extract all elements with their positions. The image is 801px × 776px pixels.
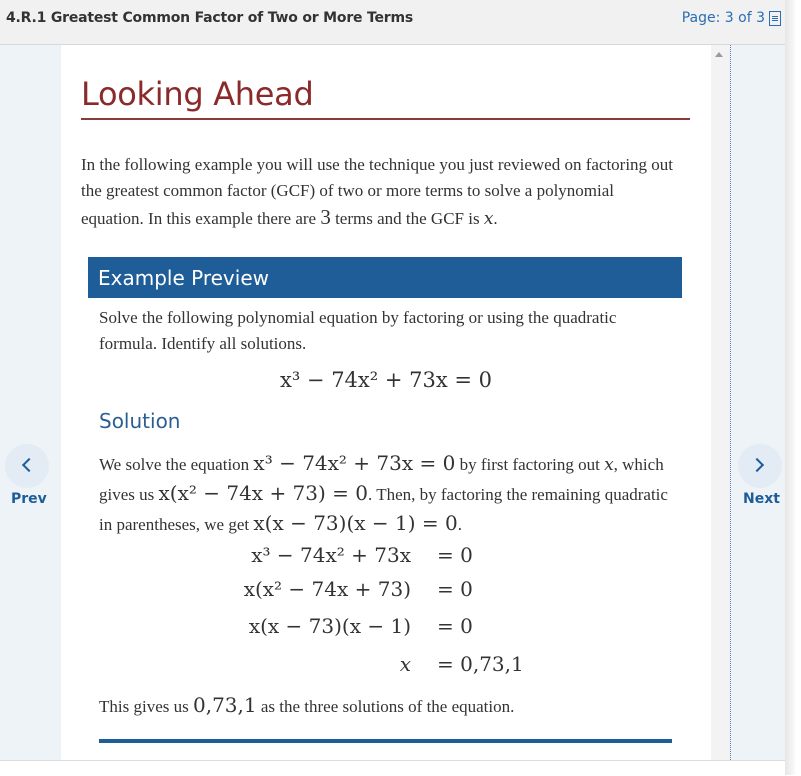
step-4-rhs: = 0,73,1	[437, 652, 524, 676]
sol-text-2: by first factoring out	[455, 455, 605, 474]
course-title: 4.R.1 Greatest Common Factor of Two or More Terms	[6, 10, 414, 26]
next-button[interactable]	[738, 444, 782, 488]
prev-label[interactable]: Prev	[11, 491, 47, 507]
right-gutter	[730, 45, 786, 760]
bottom-edge	[0, 760, 795, 776]
intro-gcf: x	[483, 209, 494, 229]
prev-button[interactable]	[5, 444, 49, 488]
step-2-lhs: x(x² − 74x + 73)	[243, 577, 411, 601]
page-indicator[interactable]	[682, 10, 781, 26]
document-icon[interactable]	[769, 11, 781, 26]
step-1-lhs: x³ − 74x² + 73x	[251, 543, 411, 567]
scrollbar[interactable]	[711, 45, 729, 760]
intro-text-2: terms and the GCF is	[330, 209, 484, 228]
sol-equation-2: x(x² − 74x + 73) = 0	[158, 481, 369, 505]
sol-equation-1: x³ − 74x² + 73x = 0	[253, 451, 456, 475]
page-title: Looking Ahead	[81, 75, 314, 113]
step-3-lhs: x(x − 73)(x − 1)	[248, 614, 411, 638]
sol-var-x: x	[604, 455, 614, 475]
sol-equation-3: x(x − 73)(x − 1) = 0	[253, 511, 458, 535]
intro-terms-count: 3	[320, 205, 331, 229]
intro-text-3: .	[493, 209, 498, 228]
step-4-lhs: x	[399, 652, 411, 676]
solution-paragraph	[99, 449, 684, 539]
conclusion-values: 0,73,1	[192, 693, 257, 717]
main-equation: x³ − 74x² + 73x = 0	[279, 368, 492, 392]
solution-heading: Solution	[99, 409, 181, 433]
intro-paragraph	[81, 152, 681, 232]
example-header-title: Example Preview	[98, 266, 269, 290]
page-indicator-text[interactable]: Page: 3 of 3	[681, 10, 765, 26]
example-prompt: Solve the following polynomial equation by factoring or using the quadratic formula. Identify all solutions.	[99, 308, 617, 353]
example-header	[88, 257, 682, 298]
title-divider	[81, 118, 690, 120]
chevron-right-icon	[750, 458, 764, 472]
sol-text-5: .	[457, 515, 462, 534]
window-shadow	[785, 0, 795, 775]
content-pane	[61, 45, 711, 760]
chevron-left-icon	[22, 458, 36, 472]
top-bar	[0, 0, 795, 45]
next-label[interactable]: Next	[743, 491, 780, 507]
step-3-rhs: = 0	[437, 614, 473, 638]
sol-text-4: . Then, by factoring the remaining quadratic in parentheses, we get	[99, 485, 668, 534]
step-2-rhs: = 0	[437, 577, 473, 601]
left-gutter	[0, 45, 60, 760]
conclusion-text-1: This gives us	[99, 697, 193, 716]
conclusion-text-2: as the three solutions of the equation.	[256, 697, 515, 716]
scroll-up-arrow-icon[interactable]	[715, 52, 723, 57]
conclusion	[99, 693, 514, 717]
sol-text-3: , which gives us	[99, 455, 664, 504]
step-1-rhs: = 0	[437, 543, 473, 567]
intro-text-1: In the following example you will use the technique you just reviewed on factoring out the greatest common factor (GCF) of two or more terms to solve a polynomial equation. In this example there are	[81, 155, 674, 228]
sol-text-1: We solve the equation	[99, 455, 254, 474]
example-bottom-rule	[99, 739, 672, 743]
